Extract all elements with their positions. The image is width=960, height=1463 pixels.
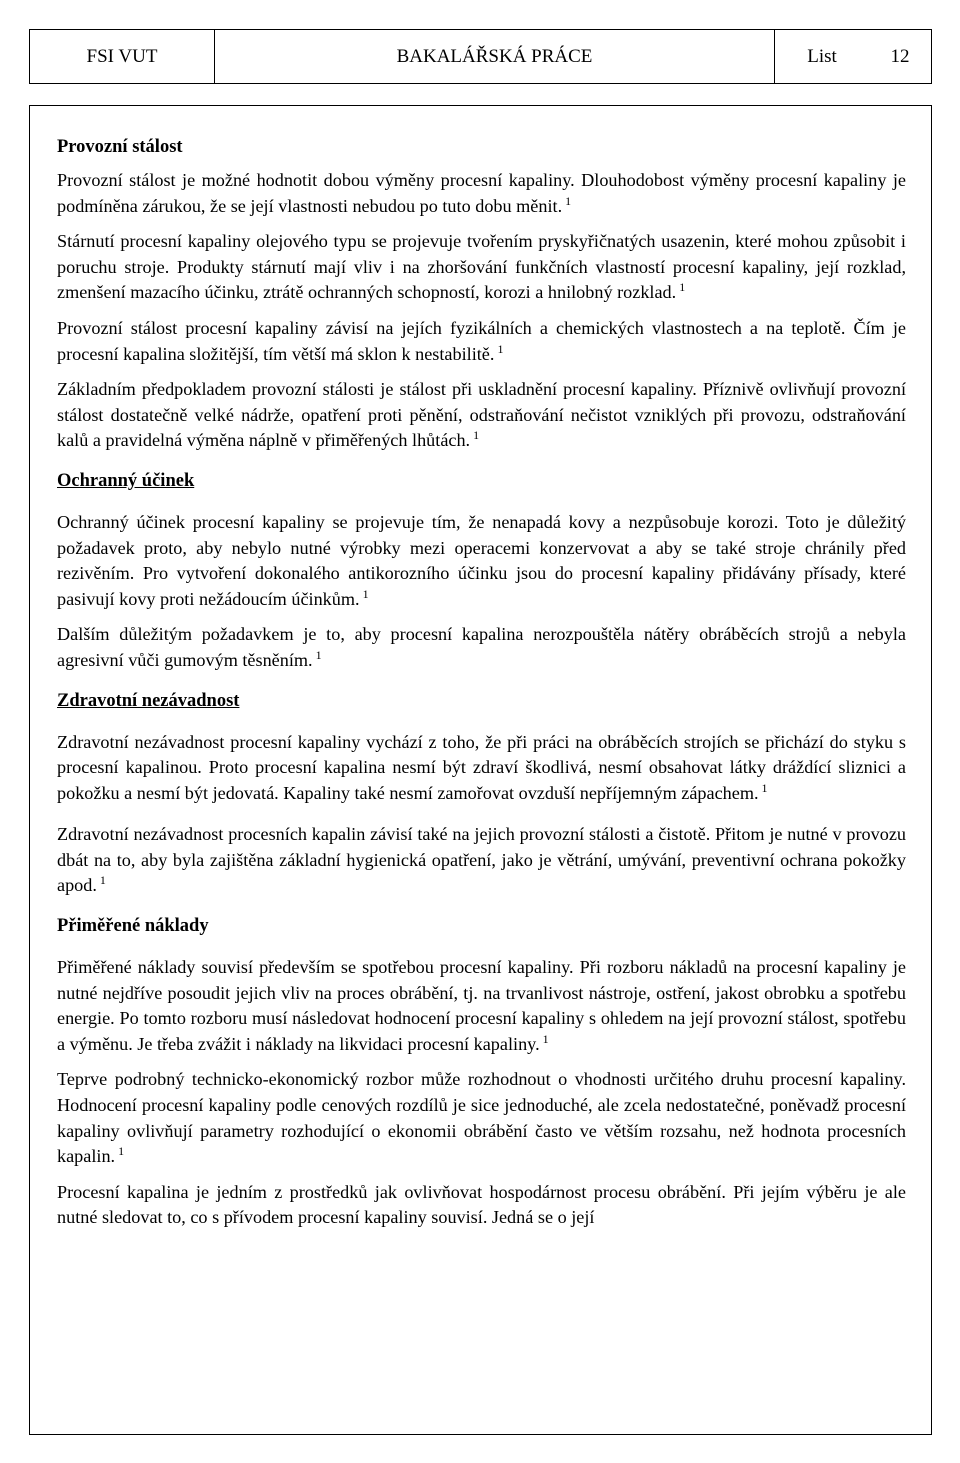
section-zdravotni-nezavadnost [57,688,906,900]
paragraph: Procesní kapalina je jedním z prostředků jak ovlivňovat hospodárnost procesu obrábění. Při jejím výběru je ale nutné sledovat to, co s přívodem procesní kapaliny souvisí. Jedná se o její [57,1181,906,1228]
footnote-ref: 1 [679,280,686,295]
header-thesis-type: BAKALÁŘSKÁ PRÁCE [215,30,775,83]
header-faculty: FSI VUT [30,30,215,83]
paragraph: Zdravotní nezávadnost procesní kapaliny vychází z toho, že při práci na obráběcích strojích se přichází do styku s procesní kapalinou. Proto procesní kapalina nesmí být zdraví škodlivá, nesmí obsahovat látky dráždící sliznici a pokožku a nesmí být jedovatá. Kapaliny také nesmí zamořovat ovzduší nepříjemným zápachem. $^1$ [57,731,906,803]
header-page-number: 12 [890,45,910,67]
paragraph: Základním předpokladem provozní stálosti je stálost při uskladnění procesní kapaliny. Příznivě ovlivňují provozní stálost dostatečně velké nádrže, opatření proti pěnění, odstraňování nečistot vzniklých při provozu, odstraňování kalů a pravidelná výměna náplně v přiměřených lhůtách. $^1$ [57,379,906,451]
section-heading: Ochranný účinek [57,470,195,491]
paragraph: Provozní stálost procesní kapaliny závisí na jejích fyzikálních a chemických vlastnostech a na teplotě. Čím je procesní kapalina složitější, tím větší má sklon k nestabilitě. $^1$ [57,317,906,364]
footnote-ref: 1 [497,341,504,356]
footnote-ref: 1 [761,780,768,795]
section-primerene-naklady [57,913,906,1231]
footnote-ref: 1 [565,193,572,208]
footnote-ref: 1 [99,873,106,888]
page-header [29,29,932,84]
section-ochranny-ucinek [57,468,906,674]
section-heading: Provozní stálost [57,137,183,157]
paragraph: Ochranný účinek procesní kapaliny se projevuje tím, že nenapadá kovy a nezpůsobuje korozi. Toto je důležitý požadavek proto, aby nebylo nutné výrobky mezi operacemi konzervovat a aby se také stroje chránily před rezivěním. Pro vytvoření dokonalého antikorozního účinku jsou do procesní kapaliny přidávány přísady, které pasivují kovy proti nežádoucím účinkům. $^1$ [57,511,906,609]
footnote-ref: 1 [315,647,322,662]
paragraph: Přiměřené náklady souvisí především se spotřebou procesní kapaliny. Při rozboru nákladů na procesní kapaliny je nutné nejdříve posoudit jejich vliv na proces obrábění, tj. na trvanlivost nástroje, ostření, jakost obrobku a spotřebu energie. Po tomto rozboru musí následovat hodnocení procesní kapaliny s ohledem na její provozní stálost, spotřebu a výměnu. Je třeba zvážit i náklady na likvidaci procesní kapaliny. $^1$ [57,957,906,1054]
header-list-label: List [807,45,837,67]
paragraph: Dalším důležitým požadavkem je to, aby procesní kapalina nerozpouštěla nátěry obráběcích strojů a nebyla agresivní vůči gumovým těsněním. $^1$ [57,624,906,670]
section-heading: Zdravotní nezávadnost [57,690,240,711]
paragraph: Zdravotní nezávadnost procesních kapalin závisí také na jejich provozní stálosti a čistotě. Přitom je nutné v provozu dbát na to, aby byla zajištěna základní hygienická opatření, jako je větrání, umývání, preventivní ochrana pokožky apod. $^1$ [57,824,906,896]
paragraph: Teprve podrobný technicko-ekonomický rozbor může rozhodnout o vhodnosti určitého druhu procesní kapaliny. Hodnocení procesní kapaliny podle cenových rozdílů je sice jednoduché, ale zcela nedostatečné, poněvadž procesní kapaliny ovlivňují parametry rozhodující o ekonomii obrábění často ve větším rozsahu, než hodnota procesních kapalin. $^1$ [57,1069,906,1167]
footnote-ref: 1 [362,586,369,601]
paragraph: Stárnutí procesní kapaliny olejového typu se projevuje tvořením pryskyřičnatých usazenin, které mohou způsobit i poruchu stroje. Produkty stárnutí mají vliv i na zhoršování funkčních vlastností procesní kapaliny, její rozklad, zmenšení mazacího účinku, ztrátě ochranných schopností, korozi a hnilobný rozklad. $^1$ [57,231,906,303]
section-provozni-stalost [57,134,906,454]
footnote-ref: 1 [118,1144,125,1159]
paragraph: Provozní stálost je možné hodnotit dobou výměny procesní kapaliny. Dlouhodobost výměny procesní kapaliny je podmíněna zárukou, že se její vlastnosti nebudou po tuto dobu měnit. $^1$ [57,170,906,216]
page-content [57,134,906,1245]
section-heading: Přiměřené náklady [57,916,209,937]
footnote-ref: 1 [473,428,480,443]
footnote-ref: 1 [542,1031,549,1046]
